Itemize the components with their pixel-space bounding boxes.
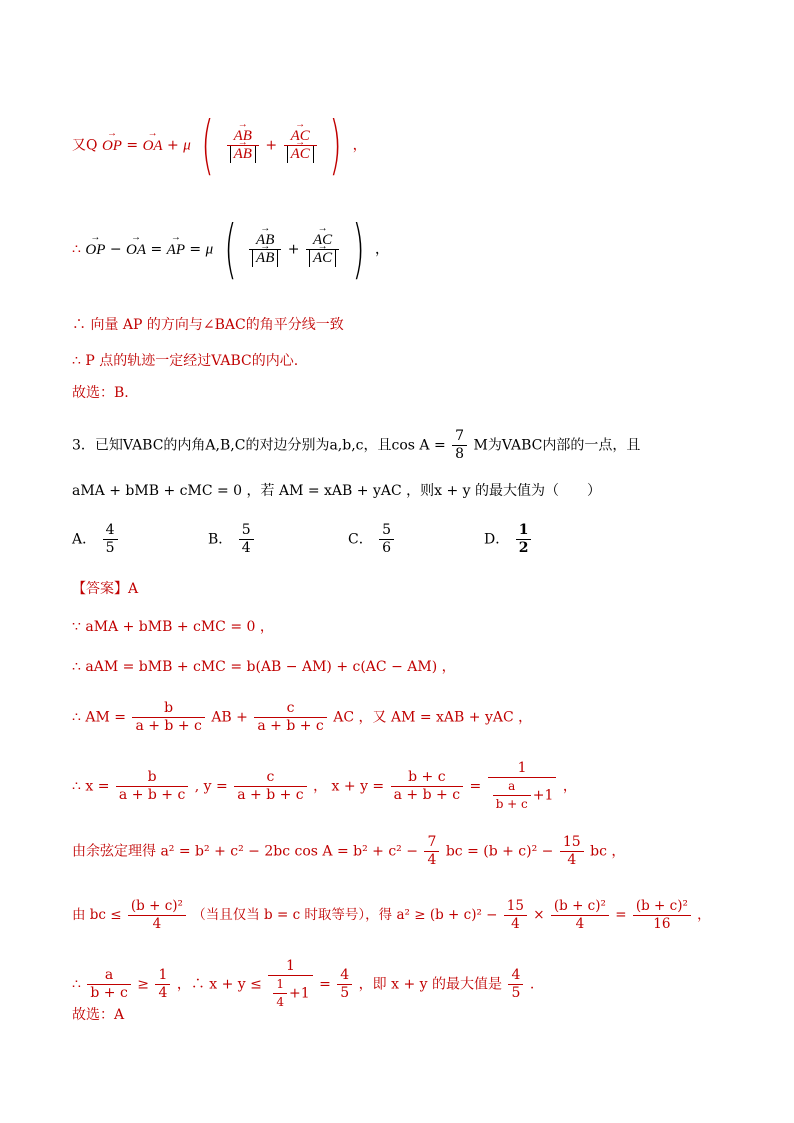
- option-c[interactable]: [348, 522, 396, 557]
- s7-f4-num: 4: [337, 967, 352, 985]
- s3-f1-den: a + b + c: [135, 718, 202, 734]
- s4-f1-den: a + b + c: [118, 787, 186, 803]
- s4-f3-den: a + b + c: [393, 787, 461, 803]
- formula-line-2: ∴ → OP − → OA = → AP = μ ( → AB → AB + → AC → AC ) ，: [72, 232, 389, 267]
- right-paren: ): [329, 108, 342, 183]
- cos-fraction: [452, 428, 467, 463]
- s6-d: =: [615, 907, 627, 923]
- fraction-ac-norm-2: [306, 232, 339, 267]
- option-a-label: A．: [72, 531, 97, 548]
- answer-step-2: ∴ aAM = bMB + cMC = b(AB − AM) + c(AC − AM) ，: [72, 659, 456, 675]
- s6-f2-den: 4: [511, 916, 520, 932]
- s7-f2-num: 1: [155, 967, 170, 985]
- formula-line-1: 又Q → OP = → OA + μ ( → AB → AB + → AC → AC ) ，: [72, 128, 367, 163]
- answer-final: 故选：A: [72, 1007, 125, 1023]
- option-d-den: 2: [518, 540, 529, 556]
- vector-ac-abs: → AC: [291, 146, 310, 163]
- vector-op: → OP: [102, 137, 122, 155]
- option-c-label: C．: [348, 531, 373, 548]
- s7-f1-den: b + c: [90, 985, 128, 1001]
- s6-f4-num: (b + c)²: [633, 898, 691, 916]
- s6-a: 由 bc ≤: [72, 907, 122, 923]
- line2-tail: ，: [375, 241, 390, 258]
- option-b-num: 5: [239, 522, 254, 540]
- answer-step-1: ∵ aMA + bMB + cMC = 0 ，: [72, 619, 274, 635]
- s5-c: bc ，: [590, 843, 626, 860]
- option-d-num: 1: [516, 522, 532, 540]
- answer-step-5: [72, 834, 625, 869]
- s7-c: ，∴ x + y ≤: [176, 976, 262, 993]
- left-paren: (: [201, 108, 214, 183]
- s7-f4-den: 5: [340, 985, 350, 1001]
- fraction-ac-norm: [284, 128, 317, 163]
- s3-f2-num: c: [254, 700, 326, 718]
- vector-ap: → AP: [167, 241, 185, 259]
- s7-e: ，即 x + y 的最大值是: [358, 976, 502, 993]
- vector-oa: → OA: [143, 137, 163, 155]
- s3-b: AB +: [211, 709, 248, 726]
- s6-c: ×: [533, 907, 545, 923]
- answer-step-7: [72, 958, 534, 1011]
- s4-e: ，: [562, 778, 577, 795]
- option-a[interactable]: [72, 522, 120, 557]
- vector-oa-2: → OA: [126, 241, 146, 259]
- fraction-ab-norm-2: [249, 232, 281, 267]
- vector-ab-2: → AB: [256, 232, 274, 249]
- s4-f4-num: 1: [488, 760, 557, 778]
- s5-f2-den: 4: [567, 852, 577, 868]
- vector-ac: → AC: [291, 128, 310, 145]
- s4-c: ， x + y =: [313, 778, 385, 795]
- option-b-den: 4: [241, 540, 251, 556]
- s4-a: ∴ x =: [72, 778, 110, 795]
- s4-f1-num: b: [116, 769, 188, 787]
- s6-e: ，: [697, 907, 711, 923]
- s7-f2-den: 4: [158, 985, 168, 1001]
- cos-fraction-num: 7: [452, 428, 467, 446]
- vector-ab-abs-2: → AB: [256, 250, 274, 267]
- s7-f3-den-tail: +1: [289, 985, 310, 1002]
- s4-f2-num: c: [234, 769, 306, 787]
- s6-f2-num: 15: [504, 898, 527, 916]
- option-b-label: B．: [208, 531, 233, 548]
- s7-f: .: [529, 976, 535, 993]
- choice-b-line: 故选：B.: [72, 385, 129, 401]
- s4-f4-den-tail: +1: [532, 787, 554, 804]
- s6-f4-den: 16: [653, 916, 671, 932]
- s3-c: AC ，又 AM = xAB + yAC ，: [333, 709, 533, 726]
- s7-a: ∴: [72, 976, 81, 993]
- option-a-num: 4: [103, 522, 118, 540]
- vector-op-2: → OP: [85, 241, 105, 259]
- question-text-b: M为VABC内部的一点，且: [473, 437, 641, 454]
- vector-ab: → AB: [234, 128, 252, 145]
- cos-fraction-den: 8: [455, 446, 465, 462]
- s7-f3-num: 1: [268, 958, 312, 976]
- line1-prefix: 又Q: [72, 137, 98, 154]
- s6-f1-num: (b + c)²: [128, 898, 186, 916]
- answer-step-4: [72, 760, 577, 813]
- s7-b: ≥: [137, 976, 149, 993]
- option-c-num: 5: [379, 522, 394, 540]
- right-paren-2: ): [351, 212, 365, 287]
- question-text-a: 3．已知VABC的内角A,B,C的对边分别为a,b,c，且cos A =: [72, 437, 446, 454]
- answer-tag: 【答案】A: [72, 581, 139, 597]
- s7-f3-den-den: 4: [276, 995, 284, 1009]
- direction-line: ∴ 向量 AP 的方向与∠BAC的角平分线一致: [72, 317, 344, 333]
- s6-f1-den: 4: [152, 916, 162, 932]
- s4-f4-den-den: b + c: [495, 797, 528, 811]
- s3-f2-den: a + b + c: [257, 718, 324, 734]
- option-a-den: 5: [105, 540, 115, 556]
- s3-f1-num: b: [132, 700, 204, 718]
- vector-ac-2: → AC: [313, 232, 332, 249]
- option-c-den: 6: [382, 540, 392, 556]
- incenter-line: ∴ P 点的轨迹一定经过VABC的内心.: [72, 353, 299, 369]
- s7-d: =: [319, 976, 331, 993]
- left-paren-2: (: [223, 212, 237, 287]
- s6-f3-num: (b + c)²: [551, 898, 609, 916]
- s6-f3-den: 4: [575, 916, 585, 932]
- s7-f3-den-num: 1: [273, 976, 287, 994]
- s5-b: bc = (b + c)² −: [445, 843, 554, 860]
- s5-f1-num: 7: [424, 834, 439, 852]
- question-3-line-2: aMA + bMB + cMC = 0 ，若 AM = xAB + yAC ，则x + y 的最大值为（ ）: [72, 483, 602, 499]
- answer-step-6: [72, 898, 711, 933]
- s4-d: =: [469, 778, 482, 795]
- s7-f1-num: a: [87, 967, 130, 985]
- s6-b: （当且仅当 b = c 时取等号），得 a² ≥ (b + c)² −: [192, 907, 498, 923]
- option-d[interactable]: [484, 522, 533, 557]
- vector-ab-abs: → AB: [234, 146, 252, 163]
- s4-f4-den-num: a: [493, 778, 531, 796]
- option-b[interactable]: [208, 522, 256, 557]
- s7-f5-den: 5: [511, 985, 521, 1001]
- line2-prefix: ∴: [72, 241, 81, 258]
- s4-b: , y =: [194, 778, 228, 795]
- vector-ac-abs-2: → AC: [313, 250, 332, 267]
- option-d-label: D．: [484, 531, 510, 548]
- s7-f5-num: 4: [508, 967, 523, 985]
- s3-a: ∴ AM =: [72, 709, 126, 726]
- s5-f2-num: 15: [560, 834, 584, 852]
- s4-f3-num: b + c: [391, 769, 463, 787]
- answer-step-3: [72, 700, 532, 735]
- fraction-ab-norm: [227, 128, 259, 163]
- s5-f1-den: 4: [427, 852, 437, 868]
- s4-f2-den: a + b + c: [237, 787, 304, 803]
- line1-tail: ，: [352, 137, 367, 154]
- s5-a: 由余弦定理得 a² = b² + c² − 2bc cos A = b² + c² −: [72, 843, 418, 860]
- question-3-line-1: [72, 428, 640, 463]
